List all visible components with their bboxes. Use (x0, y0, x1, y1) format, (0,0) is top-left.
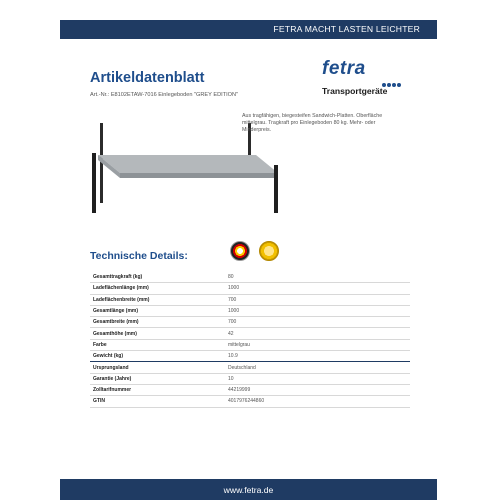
spec-value: mittelgrau (225, 339, 410, 350)
spec-row (90, 317, 410, 328)
made-in-germany-seal-icon (230, 241, 250, 261)
page-title: Artikeldatenblatt (90, 70, 205, 86)
spec-value: 10.9 (225, 351, 410, 362)
spec-value: Deutschland (225, 362, 410, 373)
spec-key: Gesamtbreite (mm) (90, 317, 225, 328)
product-description: Aus tragfähigen, biegesteifen Sandwich-Platten. Oberfläche mittelgrau. Tragkraft pro Einlegeboden 80 kg. Mehr- oder Minderpreis. (242, 113, 383, 133)
footer-bar (60, 479, 437, 500)
spec-row (90, 362, 410, 373)
spec-row (90, 396, 410, 407)
footer-url[interactable]: www.fetra.de (223, 485, 274, 495)
spec-key: Gesamthöhe (mm) (90, 328, 225, 339)
shelf-post-front-left (92, 153, 96, 213)
spec-value: 42 (225, 328, 410, 339)
spec-key: Gesamttragkraft (kg) (90, 272, 225, 283)
spec-value: 10 (225, 373, 410, 384)
spec-value: 44219999 (225, 384, 410, 395)
spec-value: 1000 (225, 305, 410, 316)
spec-row (90, 272, 410, 283)
spec-key: Gewicht (kg) (90, 351, 225, 362)
spec-value: 80 (225, 272, 410, 283)
shelf-board-top (98, 155, 278, 173)
spec-row (90, 373, 410, 384)
warranty-seal-icon (259, 241, 279, 261)
spec-row (90, 283, 410, 294)
specs-table (90, 272, 410, 408)
spec-key: Zolltarifnummer (90, 384, 225, 395)
section-title: Technische Details: (90, 250, 188, 262)
spec-key: Farbe (90, 339, 225, 350)
header-bar (60, 20, 437, 39)
spec-row (90, 384, 410, 395)
spec-value: 1000 (225, 283, 410, 294)
spec-row (90, 339, 410, 350)
spec-row (90, 294, 410, 305)
spec-key: Ladeflächenbreite (mm) (90, 294, 225, 305)
spec-row (90, 328, 410, 339)
datasheet-page (60, 0, 437, 500)
spec-key: Gesamtlänge (mm) (90, 305, 225, 316)
header-tagline: FETRA MACHT LASTEN LEICHTER (273, 24, 420, 34)
spec-key: GTIN (90, 396, 225, 407)
shelf-post-front-right (274, 165, 278, 213)
spec-row (90, 305, 410, 316)
spec-key: Ladeflächenlänge (mm) (90, 283, 225, 294)
fetra-logo (322, 58, 402, 102)
spec-row (90, 351, 410, 362)
spec-key: Garantie (Jahre) (90, 373, 225, 384)
shelf-board-front (120, 173, 278, 178)
logo-tagline: Transportgeräte (322, 86, 388, 96)
spec-value: 700 (225, 294, 410, 305)
spec-value: 4017976244860 (225, 396, 410, 407)
article-number: Art.-Nr.: E8102ETAW-7016 Einlegeboden "GREY EDITION" (90, 92, 239, 98)
spec-value: 700 (225, 317, 410, 328)
logo-word: fetra (322, 58, 366, 79)
spec-key: Ursprungsland (90, 362, 225, 373)
